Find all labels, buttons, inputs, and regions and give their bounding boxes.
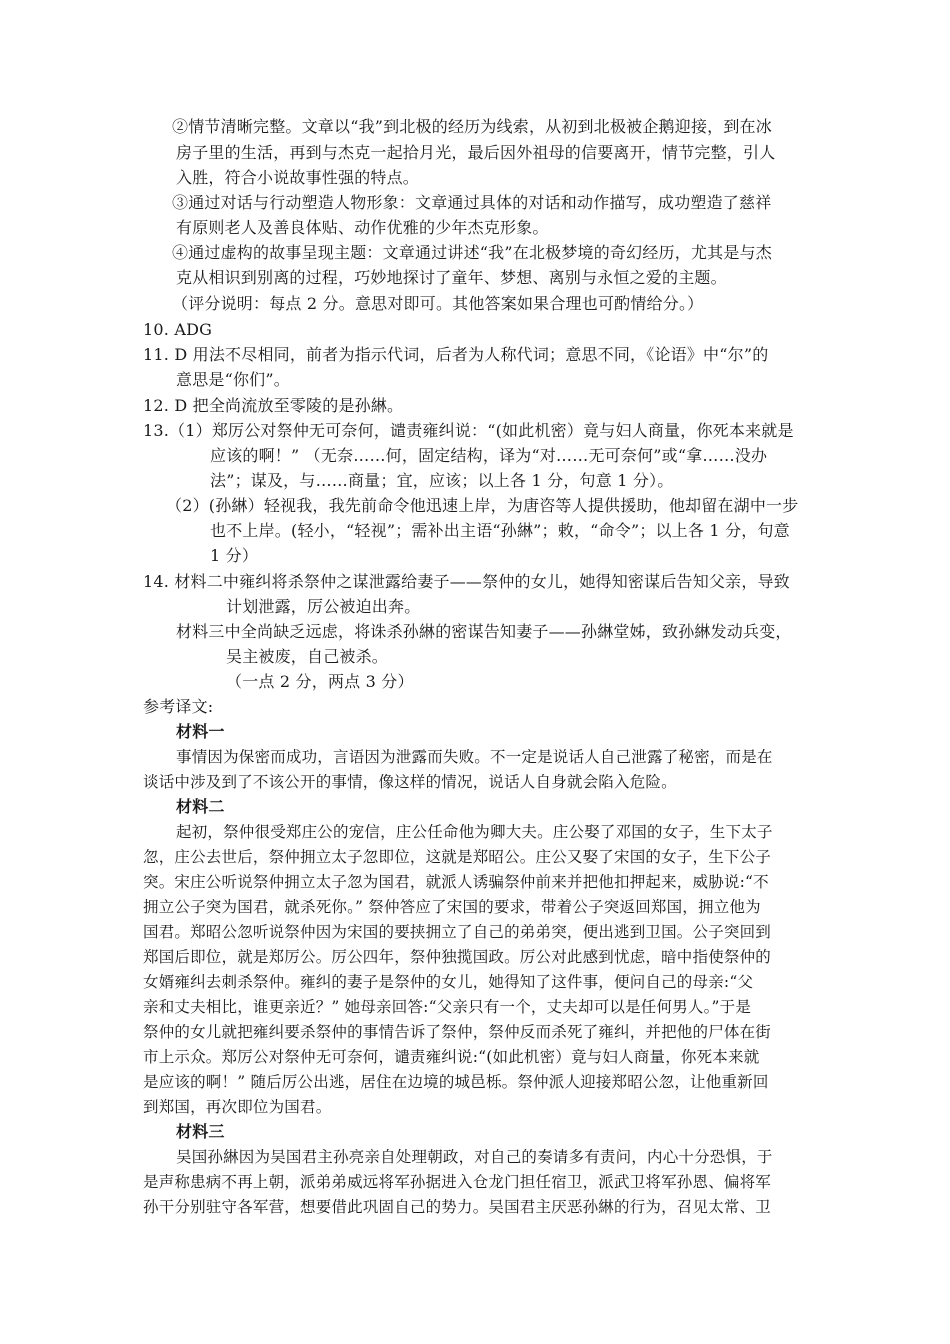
text-line: 国君。郑昭公忽听说祭仲因为宋国的要挟拥立了自己的弟弟突，便出逃到卫国。公子突回到 [143,923,772,941]
text-line: 祭仲的女儿就把雍纠要杀祭仲的事情告诉了祭仲，祭仲反而杀死了雍纠，并把他的尸体在街 [143,1023,772,1041]
answer-11: 11. D 用法不尽相同，前者为指示代词，后者为人称代词；意思不同，《论语》中“尔”的 [143,345,769,364]
text-line: 郑国后即位，就是郑厉公。厉公四年，祭仲独揽国政。厉公对此感到忧虑，暗中指使祭仲的 [143,948,772,966]
text-line: 女婿雍纠去刺杀祭仲。雍纠的妻子是祭仲的女儿，她得知了这件事，便问自己的母亲:“父 [143,973,754,991]
text-line: 孙干分别驻守各军营，想要借此巩固自己的势力。吴国君主厌恶孙綝的行为，召见太常、卫 [143,1198,772,1216]
text-line: 突。宋庄公听说祭仲拥立太子忽为国君，就派人诱骗祭仲前来并把他扣押起来，威胁说:“不 [143,873,769,891]
answer-13-1: 13.（1）郑厉公对祭仲无可奈何，谴责雍纠说：“(如此机密）竟与妇人商量，你死本来就是 [143,421,794,440]
section-heading: 参考译文: [143,697,214,716]
text-line: 谈话中涉及到了不该公开的事情，像这样的情况，说话人自身就会陷入危险。 [143,773,677,791]
scoring-note: （一点 2 分，两点 3 分） [226,672,414,691]
text-line: ③通过对话与行动塑造人物形象：文章通过具体的对话和动作描写，成功塑造了慈祥 [172,193,772,212]
text-line: 意思是“你们”。 [176,370,290,389]
text-line: 应该的啊！” （无奈……何，固定结构，译为“对……无可奈何”或“拿……没办 [210,446,768,465]
text-line: 材料三中全尚缺乏远虑，将诛杀孙綝的密谋告知妻子——孙綝堂姊，致孙綝发动兵变， [176,622,792,641]
text-line: 法”；谋及，与……商量；宜，应该；以上各 1 分，句意 1 分）。 [210,471,674,490]
text-line: 房子里的生活，再到与杰克一起拾月光，最后因外祖母的信要离开，情节完整，引人 [176,143,776,162]
text-line: 是声称患病不再上朝，派弟弟威远将军孙据进入仓龙门担任宿卫，派武卫将军孙恩、偏将军 [143,1173,772,1191]
text-line: 计划泄露，厉公被迫出奔。 [226,597,421,616]
text-line: 1 分） [210,546,259,565]
text-line: 吴主被废，自己被杀。 [226,647,389,666]
answer-13-2: （2）(孙綝）轻视我，我先前命令他迅速上岸，为唐咨等人提供援助，他却留在湖中一步 [166,496,799,515]
answer-14: 14. 材料二中雍纠将杀祭仲之谋泄露给妻子——祭仲的女儿，她得知密谋后告知父亲，导致 [143,572,790,591]
text-line: 也不上岸。(轻小，“轻视”；需补出主语“孙綝”；敕，“命令”；以上各 1 分，句意 [210,521,790,540]
text-line: 到郑国，再次即位为国君。 [143,1098,332,1116]
material-1-heading: 材料一 [176,722,225,741]
text-line: 事情因为保密而成功，言语因为泄露而失败。不一定是说话人自己泄露了秘密，而是在 [176,748,773,766]
text-line: ②情节清晰完整。文章以“我”到北极的经历为线索，从初到北极被企鹅迎接，到在冰 [172,117,772,136]
text-line: 入胜，符合小说故事性强的特点。 [176,168,420,187]
text-line: 是应该的啊！” 随后厉公出逃，居住在边境的城邑栎。祭仲派人迎接郑昭公忽，让他重新回 [143,1073,769,1091]
answer-12: 12. D 把全尚流放至零陵的是孙綝。 [143,396,404,415]
scoring-note: （评分说明：每点 2 分。意思对即可。其他答案如果合理也可酌情给分。） [172,294,704,313]
text-line: 吴国孙綝因为吴国君主孙亮亲自处理朝政，对自己的奏请多有责问，内心十分恐惧，于 [176,1148,773,1166]
text-line: 有原则老人及善良体贴、动作优雅的少年杰克形象。 [176,218,549,237]
text-line: 忽，庄公去世后，祭仲拥立太子忽即位，这就是郑昭公。庄公又娶了宋国的女子，生下公子 [143,848,772,866]
text-line: ④通过虚构的故事呈现主题：文章通过讲述“我”在北极梦境的奇幻经历，尤其是与杰 [172,243,772,262]
answer-10: 10. ADG [143,320,213,339]
text-line: 拥立公子突为国君，就杀死你。” 祭仲答应了宋国的要求，带着公子突返回郑国，拥立他为 [143,898,761,916]
text-line: 克从相识到别离的过程，巧妙地探讨了童年、梦想、离别与永恒之爱的主题。 [176,268,727,287]
text-line: 亲和丈夫相比，谁更亲近？” 她母亲回答:“父亲只有一个，丈夫却可以是任何男人。”于是 [143,998,752,1016]
material-3-heading: 材料三 [176,1122,225,1141]
material-2-heading: 材料二 [176,797,225,816]
text-line: 起初，祭仲很受郑庄公的宠信，庄公任命他为卿大夫。庄公娶了邓国的女子，生下太子 [176,823,773,841]
text-line: 市上示众。郑厉公对祭仲无可奈何，谴责雍纠说:“(如此机密）竟与妇人商量，你死本来就 [143,1048,760,1066]
